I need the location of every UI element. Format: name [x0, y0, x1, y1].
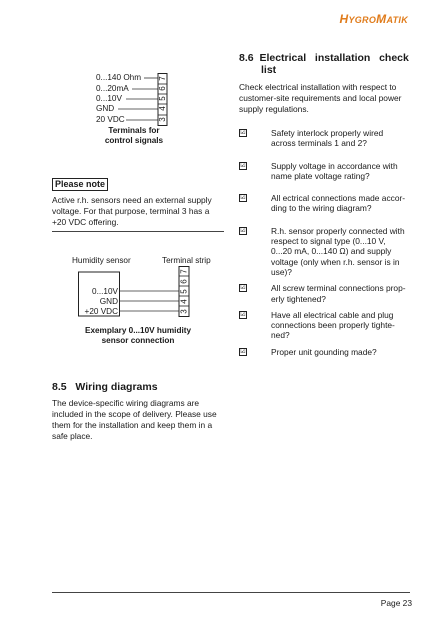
terminal-number: 6: [158, 86, 167, 91]
sensor-output-label: GND: [99, 297, 118, 306]
signal-label: 0...20mA: [96, 84, 129, 93]
body-line: customer-site requirements and local power: [239, 93, 402, 103]
checklist-item-line: Proper unit gounding made?: [271, 346, 377, 357]
checklist-item: [239, 310, 411, 341]
checked-box-icon: ☑: [240, 227, 246, 234]
checklist-item-line: R.h. sensor properly connected with: [271, 225, 405, 236]
caption-line: Exemplary 0...10V humidity: [84, 326, 192, 335]
checklist-item-line: voltage (only when r.h. sensor is in: [271, 256, 400, 267]
note-line: +20 VDC offering.: [52, 217, 119, 227]
please-note-label: Please note: [52, 178, 108, 191]
body-line: supply regulations.: [239, 104, 309, 114]
checked-box-icon: ☑: [240, 311, 246, 318]
section-8-6-heading: [239, 52, 409, 76]
checklist-item-line: name plate voltage rating?: [271, 170, 370, 181]
checklist-item-line: ned?: [271, 330, 290, 341]
checklist-item-line: ding to the wiring diagram?: [271, 203, 372, 214]
checklist-item: [239, 193, 411, 214]
checklist-item-line: use)?: [271, 266, 292, 277]
checked-box-icon: ☑: [240, 285, 246, 292]
terminal-number: 7: [158, 76, 167, 81]
checklist-item: [239, 161, 411, 182]
terminal-number: 4: [158, 106, 167, 111]
logo-letter: M: [376, 12, 387, 26]
checklist-item-line: Have all electrical cable and plug: [271, 309, 394, 320]
body-line: safe place.: [52, 431, 93, 441]
brand-logo: [339, 12, 408, 26]
body-line: them for the installation and keep them in a: [52, 420, 213, 430]
section-title: list: [261, 64, 277, 76]
humidity-sensor-label: Humidity sensor: [72, 256, 131, 265]
section-title: Electrical installation check: [259, 52, 409, 64]
section-title: Wiring diagrams: [75, 381, 158, 393]
control-signals-caption: [90, 126, 178, 146]
humidity-diagram-caption: [58, 326, 218, 346]
section-8-6-intro: [239, 82, 411, 115]
page-number: Page 23: [380, 598, 412, 608]
terminal-number: 3: [158, 117, 167, 122]
note-line: Active r.h. sensors need an external supply: [52, 195, 212, 205]
section-8-5-heading: [52, 381, 158, 393]
checklist-item: [239, 128, 411, 149]
checklist-item-line: All ectrical connections made accor-: [271, 193, 406, 204]
signal-label: 20 VDC: [96, 115, 125, 124]
checklist-item-line: across terminals 1 and 2?: [271, 138, 367, 149]
checklist: [239, 128, 411, 357]
sensor-output-label: 0...10V: [92, 287, 118, 296]
logo-letters: ATIK: [386, 15, 408, 25]
sensor-output-label: +20 VDC: [84, 307, 118, 316]
heading-line: [239, 52, 409, 64]
checklist-item-line: Supply voltage in accordance with: [271, 160, 398, 171]
checklist-item: [239, 347, 411, 357]
body-line: Check electrical installation with respect to: [239, 82, 397, 92]
terminal-strip-label: Terminal strip: [162, 256, 211, 265]
terminal-number: 3: [179, 309, 189, 314]
terminal-number: 6: [179, 279, 189, 284]
signal-label: 0...10V: [96, 94, 122, 103]
note-divider: [52, 231, 224, 232]
checklist-item-line: erly tightened?: [271, 293, 326, 304]
logo-letter: H: [339, 12, 349, 26]
installation-checklist: [239, 128, 411, 357]
checklist-item-line: Safety interlock properly wired: [271, 128, 384, 138]
caption-line: control signals: [104, 136, 164, 145]
checked-box-icon: ☑: [240, 130, 246, 136]
control-signals-diagram: [96, 73, 186, 128]
checked-box-icon: ☑: [240, 195, 246, 202]
footer-divider: [52, 592, 410, 593]
body-line: included in the scope of delivery. Please use: [52, 409, 217, 419]
note-text: [52, 195, 224, 228]
checklist-item-line: All screw terminal connections prop-: [271, 283, 406, 294]
section-number: 8.6: [239, 52, 254, 64]
section-8-5-body: [52, 398, 230, 442]
logo-letters: YGRO: [348, 15, 377, 25]
checked-box-icon: ☑: [240, 348, 246, 355]
note-line: voltage. For that purpose, terminal 3 has a: [52, 206, 210, 216]
caption-line: Terminals for: [108, 126, 160, 135]
caption-line: sensor connection: [101, 336, 175, 345]
heading-line: [239, 64, 409, 76]
terminal-number: 4: [179, 299, 189, 304]
checked-box-icon: ☑: [240, 162, 246, 169]
checklist-item: [239, 283, 411, 304]
checklist-item-line: connections been properly tighte-: [271, 320, 395, 331]
checklist-item-line: respect to signal type (0...10 V,: [271, 236, 386, 247]
checklist-item-line: 0...20 mA, 0...140 Ω) and supply: [271, 246, 392, 257]
signal-label: 0...140 Ohm: [96, 73, 142, 82]
terminal-number: 7: [179, 269, 189, 274]
section-number: 8.5: [52, 381, 67, 393]
terminal-number: 5: [158, 96, 167, 101]
control-terminal-strip: [96, 73, 186, 128]
terminal-number: 5: [179, 289, 189, 294]
checklist-item: [239, 226, 411, 277]
signal-label: GND: [96, 104, 115, 113]
body-line: The device-specific wiring diagrams are: [52, 398, 200, 408]
